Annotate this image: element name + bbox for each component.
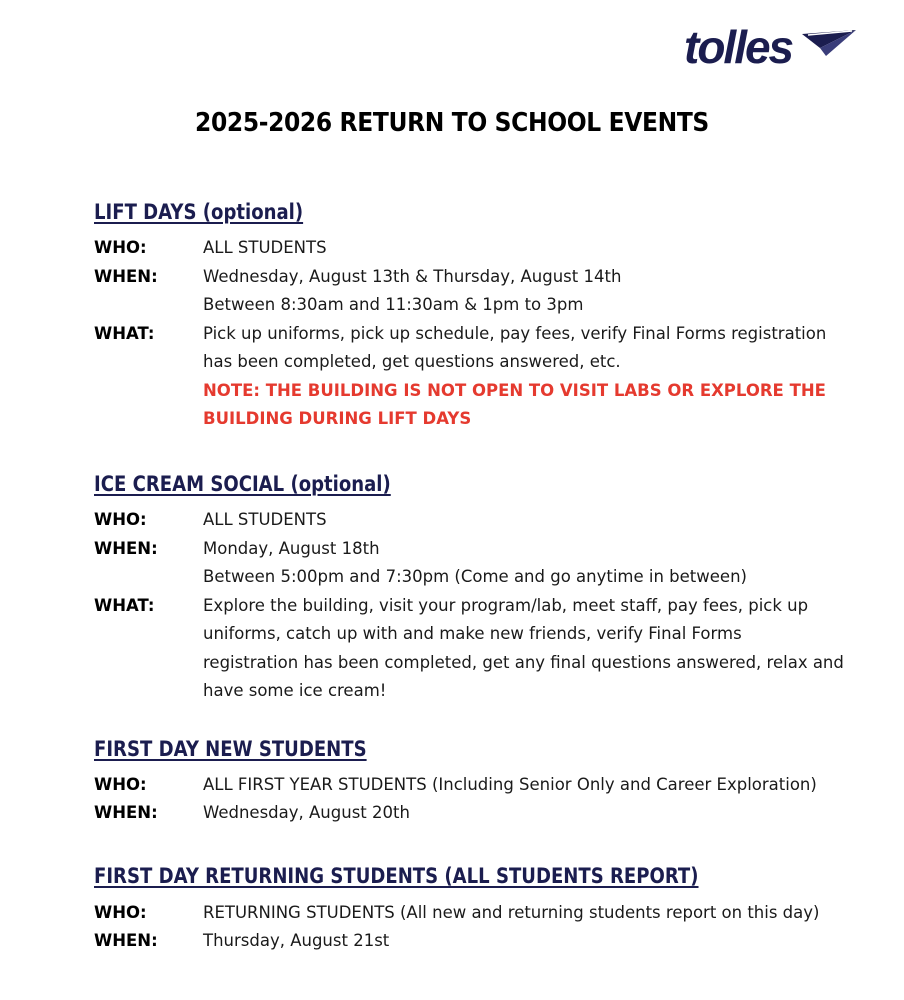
who-label: WHO: (94, 903, 147, 922)
section-title-ice-cream-social: ICE CREAM SOCIAL (optional) (94, 472, 391, 496)
what-value: has been completed, get questions answered, etc. (203, 352, 621, 371)
what-value: registration has been completed, get any final questions answered, relax and (203, 653, 844, 672)
paper-plane-icon (800, 28, 858, 58)
who-label: WHO: (94, 238, 147, 257)
what-value: have some ice cream! (203, 681, 387, 700)
note-text: NOTE: THE BUILDING IS NOT OPEN TO VISIT LABS OR EXPLORE THE (203, 381, 826, 400)
when-label: WHEN: (94, 539, 158, 558)
who-value: ALL FIRST YEAR STUDENTS (Including Senior Only and Career Exploration) (203, 775, 817, 794)
when-label: WHEN: (94, 267, 158, 286)
what-label: WHAT: (94, 324, 155, 343)
section-title-first-day-returning: FIRST DAY RETURNING STUDENTS (ALL STUDENTS REPORT) (94, 864, 699, 888)
who-value: ALL STUDENTS (203, 510, 327, 529)
what-label: WHAT: (94, 596, 155, 615)
when-value: Wednesday, August 20th (203, 803, 410, 822)
note-text: BUILDING DURING LIFT DAYS (203, 409, 472, 428)
when-label: WHEN: (94, 803, 158, 822)
who-value: ALL STUDENTS (203, 238, 327, 257)
section-title-lift-days: LIFT DAYS (optional) (94, 200, 304, 224)
page-title: 2025-2026 RETURN TO SCHOOL EVENTS (195, 108, 709, 138)
when-value: Thursday, August 21st (203, 931, 390, 950)
who-value: RETURNING STUDENTS (All new and returning students report on this day) (203, 903, 820, 922)
when-value: Between 5:00pm and 7:30pm (Come and go anytime in between) (203, 567, 747, 586)
when-label: WHEN: (94, 931, 158, 950)
section-title-first-day-new: FIRST DAY NEW STUDENTS (94, 737, 367, 761)
what-value: uniforms, catch up with and make new friends, verify Final Forms (203, 624, 742, 643)
who-label: WHO: (94, 510, 147, 529)
what-value: Pick up uniforms, pick up schedule, pay fees, verify Final Forms registration (203, 324, 827, 343)
who-label: WHO: (94, 775, 147, 794)
when-value: Wednesday, August 13th & Thursday, August 14th (203, 267, 622, 286)
when-value: Between 8:30am and 11:30am & 1pm to 3pm (203, 295, 584, 314)
logo-wordmark: tolles (684, 21, 793, 73)
what-value: Explore the building, visit your program/lab, meet staff, pay fees, pick up (203, 596, 809, 615)
tolles-logo (684, 21, 856, 73)
when-value: Monday, August 18th (203, 539, 380, 558)
